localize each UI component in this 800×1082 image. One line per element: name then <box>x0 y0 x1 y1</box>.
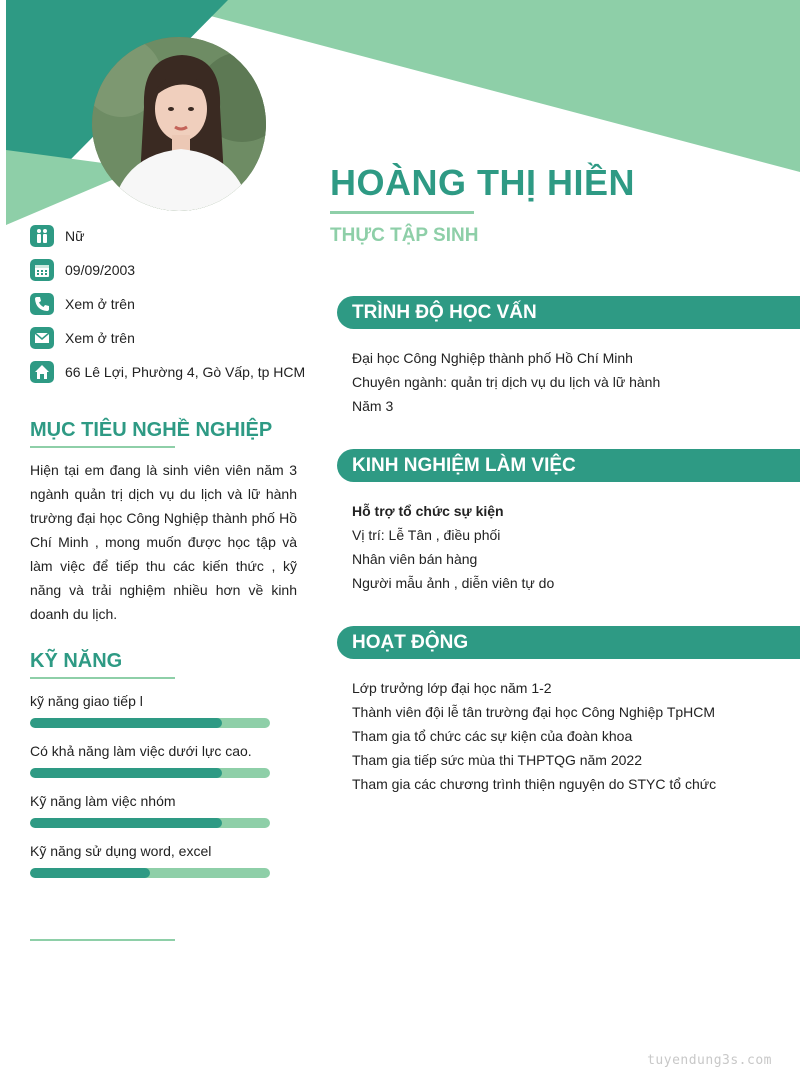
contact-gender <box>30 224 84 248</box>
name-underline <box>330 211 474 214</box>
experience-line: Người mẫu ảnh , diễn viên tự do <box>352 575 555 591</box>
skill-label: Kỹ năng làm việc nhóm <box>30 793 176 809</box>
contact-phone <box>30 292 135 316</box>
home-icon <box>30 361 54 383</box>
skills-rule <box>30 677 175 679</box>
email-icon <box>30 327 54 349</box>
skill-label: Kỹ năng sử dụng word, excel <box>30 843 212 859</box>
address-text: 66 Lê Lợi, Phường 4, Gò Vấp, tp HCM <box>65 364 306 380</box>
skill-bar-fill <box>30 818 222 828</box>
skill-label: kỹ năng giao tiếp l <box>30 693 143 709</box>
education-banner <box>337 296 800 329</box>
skill-bar <box>30 818 270 828</box>
bottom-rule <box>30 939 175 941</box>
experience-banner <box>337 449 800 482</box>
contact-email <box>30 326 135 350</box>
objective-rule <box>30 446 175 448</box>
skill-bar <box>30 868 270 878</box>
objective-text: Hiện tại em đang là sinh viên viên năm 3 ngành quản trị dịch vụ du lịch và lữ hành trường đại học Công Nghiệp thành phố Hồ Chí Minh , mong muốn được học tập và làm việc để tiếp thu các kiến thức , kỹ năng và trải nghiệm nhiều hơn về kinh doanh du lịch. <box>30 462 297 622</box>
activity-line: Tham gia tổ chức các sự kiện của đoàn khoa <box>352 728 633 744</box>
email-text: Xem ở trên <box>65 330 135 346</box>
experience-line: Vị trí: Lễ Tân , điều phối <box>352 527 501 543</box>
activities-heading: HOẠT ĐỘNG <box>352 631 469 653</box>
contact-birthdate <box>30 258 135 282</box>
skills-heading: KỸ NĂNG <box>30 650 123 672</box>
skill-bar-fill <box>30 718 222 728</box>
education-line: Năm 3 <box>352 398 394 414</box>
experience-title: Hỗ trợ tổ chức sự kiện <box>352 503 504 519</box>
gender-text: Nữ <box>65 228 85 244</box>
skill-bar-fill <box>30 768 222 778</box>
objective-heading: MỤC TIÊU NGHỀ NGHIỆP <box>30 419 273 441</box>
education-heading: TRÌNH ĐỘ HỌC VẤN <box>352 301 537 323</box>
contact-address <box>30 360 305 384</box>
phone-text: Xem ở trên <box>65 296 135 312</box>
activity-line: Tham gia các chương trình thiện nguyện do STYC tổ chức <box>352 776 717 792</box>
education-line: Đại học Công Nghiệp thành phố Hồ Chí Minh <box>352 350 633 366</box>
candidate-name: HOÀNG THỊ HIỀN <box>330 162 636 203</box>
watermark: tuyendung3s.com <box>647 1053 772 1068</box>
experience-heading: KINH NGHIỆM LÀM VIỆC <box>352 454 576 476</box>
education-line: Chuyên ngành: quản trị dịch vụ du lịch và lữ hành <box>352 374 661 390</box>
calendar-icon <box>30 259 54 281</box>
phone-icon <box>30 293 54 315</box>
activity-line: Lớp trưởng lớp đại học năm 1-2 <box>352 680 552 696</box>
skill-label: Có khả năng làm việc dưới lực cao. <box>30 743 252 759</box>
skill-bar <box>30 768 270 778</box>
profile-photo <box>92 37 266 211</box>
job-title: THỰC TẬP SINH <box>330 225 479 246</box>
activity-line: Thành viên đội lễ tân trường đại học Công Nghiệp TpHCM <box>352 704 716 720</box>
gender-icon <box>30 225 54 247</box>
activities-banner <box>337 626 800 659</box>
experience-line: Nhân viên bán hàng <box>352 551 478 567</box>
activity-line: Tham gia tiếp sức mùa thi THPTQG năm 2022 <box>352 752 643 768</box>
skill-bar-fill <box>30 868 150 878</box>
skill-bar <box>30 718 270 728</box>
birthdate-text: 09/09/2003 <box>65 262 136 278</box>
